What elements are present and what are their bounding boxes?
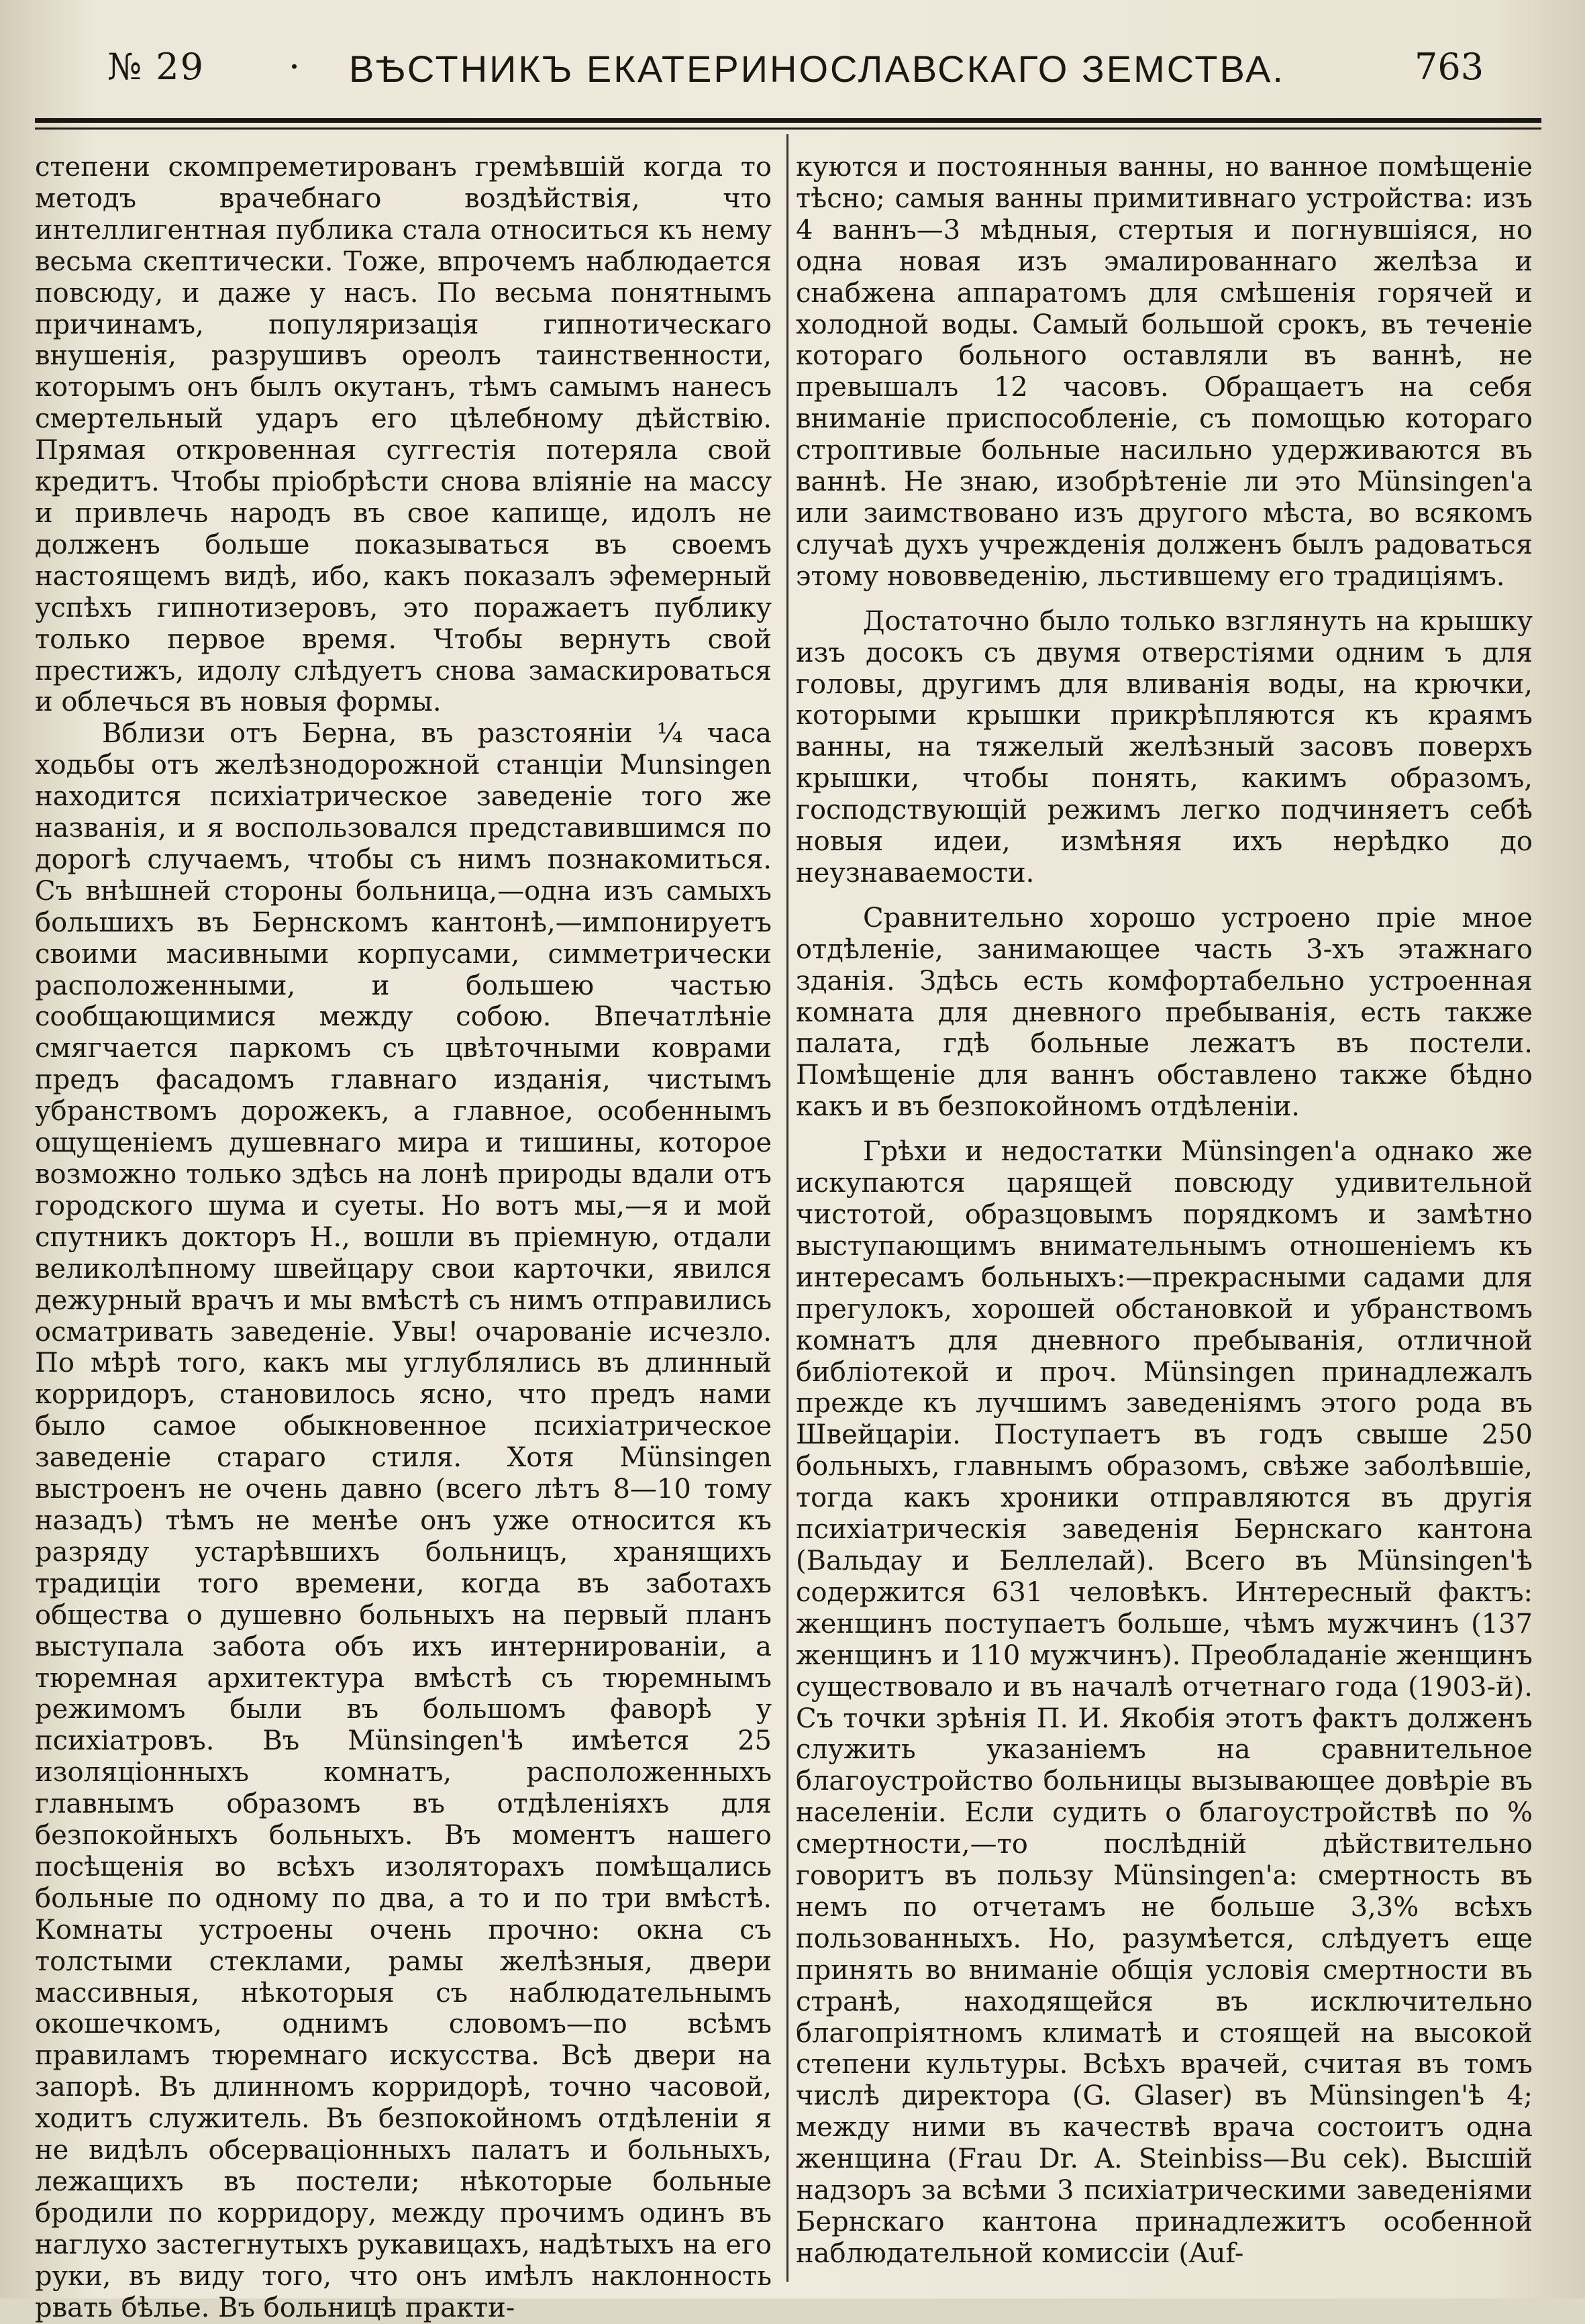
page-header xyxy=(0,46,1585,106)
header-rule-thin xyxy=(35,128,1541,130)
right-column xyxy=(796,152,1533,2270)
column-divider xyxy=(786,134,788,2282)
right-paragraph-4: Грѣхи и недостатки Münsingen'a однако же искупаются царящей повсюду удивительной чистотой, образцовымъ порядкомъ и замѣтно выступающимъ внимательнымъ отношеніемъ къ интересамъ больныхъ:—прекрасными садами для прегулокъ, хорошей обстановкой и убранствомъ комнатъ для дневного пребыванія, отличной библіотекой и проч. Münsingen принадлежалъ прежде къ лучшимъ заведеніямъ этого рода въ Швейцаріи. Поступаетъ въ годъ свыше 250 больныхъ, главнымъ образомъ, свѣже заболѣвшіе, тогда какъ хроники отправляются въ другія психіатрическія заведенія Бернскаго кантона (Вальдау и Беллелай). Всего въ Münsingen'ѣ содержится 631 человѣкъ. Интересный фактъ: женщинъ поступаетъ больше, чѣмъ мужчинъ (137 женщинъ и 110 мужчинъ). Преобладаніе женщинъ существовало и въ началѣ отчетнаго года (1903-й). Съ точки зрѣнія П. И. Якобія этотъ фактъ долженъ служить указаніемъ на сравнительное благоустройство больницы вызывающее довѣріе въ населеніи. Если судить о благоустройствѣ по % смертности,—то послѣдній дѣйствительно говоритъ въ пользу Münsingen'a: смертность въ немъ по отчетамъ не больше 3,3% всѣхъ пользованныхъ. Но, разумѣется, слѣдуетъ еще принять во вниманіе общія условія смертности въ странѣ, находящейся въ исключительно благопріятномъ климатѣ и стоящей на высокой степени культуры. Всѣхъ врачей, считая въ томъ числѣ директора (G. Glaser) въ Münsingen'ѣ 4; между ними въ качествѣ врача состоитъ одна женщина (Frau Dr. A. Steinbiss—Bu cek). Высшій надзоръ за всѣми 3 психіатрическими заведеніями Бернскаго кантона принадлежитъ особенной наблюдательной комиссіи (Auf- xyxy=(796,1136,1533,2269)
right-paragraph-1: куются и постоянныя ванны, но ванное помѣщеніе тѣсно; самыя ванны примитивнаго устройства: изъ 4 ваннъ—3 мѣдныя, стертыя и погнувшіяся, но одна новая изъ эмалированнаго желѣза и снабжена аппаратомъ для смѣшенія горячей и холодной воды. Самый большой срокъ, въ теченіе котораго больного оставляли въ ваннѣ, не превышалъ 12 часовъ. Обращаетъ на себя вниманіе приспособленіе, съ помощью котораго строптивые больные насильно удерживаются въ ваннѣ. Не знаю, изобрѣтеніе ли это Münsingen'a или заимствовано изъ другого мѣста, во всякомъ случаѣ духъ учрежденія долженъ былъ радоваться этому нововведенію, льстившему его традиціямъ. xyxy=(796,152,1533,592)
right-paragraph-2: Достаточно было только взглянуть на крышку изъ досокъ съ двумя отверстіями одним ъ для головы, другимъ для вливанія воды, на крючки, которыми крышки прикрѣпляются къ краямъ ванны, на тяжелый желѣзный засовъ поверхъ крышки, чтобы понять, какимъ образомъ, господствующій режимъ легко подчиняетъ себѣ новыя идеи, измѣняя ихъ нерѣдко до неузнаваемости. xyxy=(796,605,1533,889)
journal-title: ВѢСТНИКЪ ЕКАТЕРИНОСЛАВСКАГО ЗЕМСТВА. xyxy=(349,48,1285,90)
left-column xyxy=(35,152,772,2324)
header-rule-thick xyxy=(35,118,1541,123)
left-paragraph-2: Вблизи отъ Берна, въ разстояніи ¼ часа ходьбы отъ желѣзнодорожной станціи Munsingen находится психіатрическое заведеніе того же названія, и я воспользовался представившимся по дорогѣ случаемъ, чтобы съ нимъ познакомиться. Съ внѣшней стороны больница,—одна изъ самыхъ большихъ въ Бернскомъ кантонѣ,—импонируетъ своими масивными корпусами, симметрически расположенными, и большею частью сообщающимися между собою. Впечатлѣніе смягчается паркомъ съ цвѣточными коврами предъ фасадомъ главнаго изданія, чистымъ убранствомъ дорожекъ, а главное, особеннымъ ощущеніемъ душевнаго мира и тишины, которое возможно только здѣсь на лонѣ природы вдали отъ городского шума и суеты. Но вотъ мы,—я и мой спутникъ докторъ Н., вошли въ пріемную, отдали великолѣпному швейцару свои карточки, явился дежурный врачъ и мы вмѣстѣ съ нимъ отправились осматривать заведеніе. Увы! очарованіе исчезло. По мѣрѣ того, какъ мы углублялись въ длинный корридоръ, становилось ясно, что предъ нами было самое обыкновенное психіатрическое заведеніе стараго стиля. Хотя Münsingen выстроенъ не очень давно (всего лѣтъ 8—10 тому назадъ) тѣмъ не менѣе онъ уже относится къ разряду устарѣвшихъ больницъ, хранящихъ традиціи того времени, когда въ заботахъ общества о душевно больныхъ на первый планъ выступала забота объ ихъ интернированіи, а тюремная архитектура вмѣстѣ съ тюремнымъ режимомъ были въ большомъ фаворѣ у психіатровъ. Въ Münsingen'ѣ имѣется 25 изоляціонныхъ комнатъ, расположенныхъ главнымъ образомъ въ отдѣленіяхъ для безпокойныхъ больныхъ. Въ моментъ нашего посѣщенія во всѣхъ изоляторахъ помѣщались больные по одному по два, а то и по три вмѣстѣ. Комнаты устроены очень прочно: окна съ толстыми стеклами, рамы желѣзныя, двери массивныя, нѣкоторыя съ наблюдательнымъ окошечкомъ, однимъ словомъ—по всѣмъ правиламъ тюремнаго искусства. Всѣ двери на запорѣ. Въ длинномъ корридорѣ, точно часовой, ходитъ служитель. Въ безпокойномъ отдѣленіи я не видѣлъ обсерваціонныхъ палатъ и больныхъ, лежащихъ въ постели; нѣкоторые больные бродили по корридору, между прочимъ одинъ въ наглухо застегнутыхъ рукавицахъ, надѣтыхъ на его руки, въ виду того, что онъ имѣлъ наклонность рвать бѣлье. Въ больницѣ практи- xyxy=(35,718,772,2323)
right-paragraph-3: Сравнительно хорошо устроено пріе мное отдѣленіе, занимающее часть 3-хъ этажнаго зданія. Здѣсь есть комфортабельно устроенная комната для дневного пребыванія, есть также палата, гдѣ больные лежатъ въ постели. Помѣщеніе для ваннъ обставлено также бѣдно какъ и въ безпокойномъ отдѣленіи. xyxy=(796,902,1533,1123)
left-paragraph-1: степени скомпреметированъ гремѣвшій когда то методъ врачебнаго воздѣйствія, что интеллигентная публика стала относиться къ нему весьма скептически. Тоже, впрочемъ наблюдается повсюду, и даже у насъ. По весьма понятнымъ причинамъ, популяризація гипнотическаго внушенія, разрушивъ ореолъ таинственности, которымъ онъ былъ окутанъ, тѣмъ самымъ нанесъ смертельный ударъ его цѣлебному дѣйствію. Прямая откровенная суггестія потеряла свой кредитъ. Чтобы пріобрѣсти снова вліяніе на массу и привлечь народъ въ свое капище, идолъ не долженъ больше показываться въ своемъ настоящемъ видѣ, ибо, какъ показалъ эфемерный успѣхъ гипнотизеровъ, это поражаетъ публику только первое время. Чтобы вернуть свой престижъ, идолу слѣдуетъ снова замаскироваться и облечься въ новыя формы. xyxy=(35,152,772,718)
header-dot: · xyxy=(289,46,301,88)
issue-number: № 29 xyxy=(107,46,205,88)
page-number: 763 xyxy=(1415,46,1484,88)
